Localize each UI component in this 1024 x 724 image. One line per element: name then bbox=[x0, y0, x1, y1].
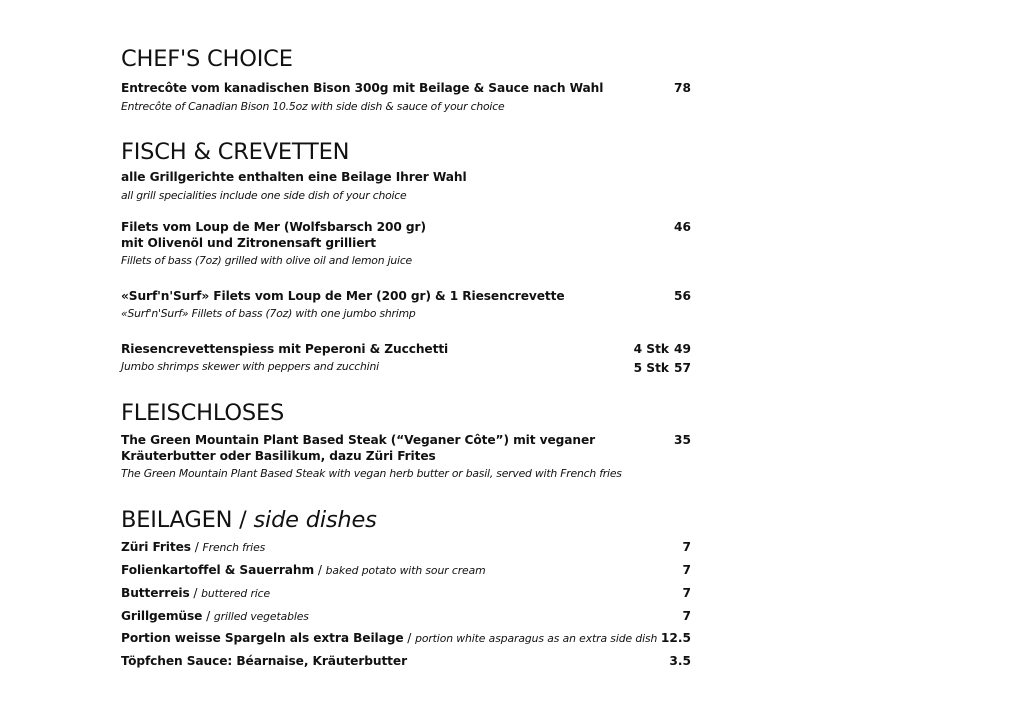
side-dish-name: Butterreis bbox=[121, 586, 190, 600]
item-price: 46 bbox=[674, 220, 691, 234]
item-english: «Surf'n'Surf» Fillets of bass (7oz) with one jumbo shrimp bbox=[121, 307, 416, 320]
side-dish-name: Folienkartoffel & Sauerrahm bbox=[121, 563, 315, 577]
item-english: Jumbo shrimps skewer with peppers and zucchini bbox=[121, 360, 379, 373]
side-dish-english: baked potato with sour cream bbox=[325, 564, 486, 577]
item-name: «Surf'n'Surf» Filets vom Loup de Mer (200 gr) & 1 Riesencrevette bbox=[121, 289, 565, 303]
item-option-qty: 4 Stk bbox=[633, 342, 669, 356]
section-heading bbox=[121, 509, 377, 532]
side-dish-price: 3.5 bbox=[669, 654, 691, 668]
section-note: alle Grillgerichte enthalten eine Beilage Ihrer Wahl bbox=[121, 170, 467, 184]
side-dish-row bbox=[121, 632, 657, 645]
side-dish-separator: / bbox=[314, 563, 326, 577]
side-dish-separator: / bbox=[403, 631, 416, 645]
side-dish-row bbox=[121, 541, 265, 554]
side-dish-price: 7 bbox=[682, 563, 691, 577]
side-dish-separator: / bbox=[190, 540, 203, 554]
item-name-line2: Kräuterbutter oder Basilikum, dazu Züri Frites bbox=[121, 449, 436, 463]
item-name-line1: The Green Mountain Plant Based Steak (“Veganer Côte”) mit veganer bbox=[121, 433, 596, 447]
side-dish-english: buttered rice bbox=[201, 587, 271, 600]
side-dish-separator: / bbox=[189, 586, 202, 600]
section-heading: CHEF'S CHOICE bbox=[121, 46, 293, 72]
item-name: Entrecôte vom kanadischen Bison 300g mit Beilage & Sauce nach Wahl bbox=[121, 81, 604, 95]
side-dish-row bbox=[121, 610, 309, 623]
side-dish-separator: / bbox=[202, 609, 214, 623]
item-option-price: 49 bbox=[674, 342, 691, 356]
side-dish-english: grilled vegetables bbox=[213, 610, 309, 623]
section-heading-main: BEILAGEN / bbox=[121, 507, 247, 533]
side-dish-row bbox=[121, 655, 407, 668]
item-name-line1: Filets vom Loup de Mer (Wolfsbarsch 200 gr) bbox=[121, 220, 426, 234]
side-dish-price: 12.5 bbox=[660, 631, 691, 645]
side-dish-name: Töpfchen Sauce: Béarnaise, Kräuterbutter bbox=[121, 654, 407, 668]
side-dish-row bbox=[121, 587, 270, 600]
section-note-english: all grill specialities include one side dish of your choice bbox=[121, 189, 407, 202]
side-dish-name: Grillgemüse bbox=[121, 609, 203, 623]
item-price: 35 bbox=[674, 433, 691, 447]
item-name: Riesencrevettenspiess mit Peperoni & Zucchetti bbox=[121, 342, 449, 356]
item-english: Entrecôte of Canadian Bison 10.5oz with side dish & sauce of your choice bbox=[121, 100, 505, 113]
side-dish-price: 7 bbox=[682, 609, 691, 623]
side-dish-name: Züri Frites bbox=[121, 540, 191, 554]
item-english: The Green Mountain Plant Based Steak with vegan herb butter or basil, served with French fries bbox=[121, 467, 622, 480]
side-dish-name: Portion weisse Spargeln als extra Beilage bbox=[121, 631, 404, 645]
side-dish-row bbox=[121, 564, 486, 577]
section-heading: FLEISCHLOSES bbox=[121, 400, 285, 426]
side-dish-english: French fries bbox=[202, 541, 266, 554]
section-heading: FISCH & CREVETTEN bbox=[121, 139, 350, 165]
item-option-price: 57 bbox=[674, 361, 691, 375]
menu-page bbox=[121, 0, 691, 724]
item-name-line2: mit Olivenöl und Zitronensaft grilliert bbox=[121, 236, 377, 250]
item-price: 56 bbox=[674, 289, 691, 303]
side-dish-english: portion white asparagus as an extra side dish bbox=[415, 632, 658, 645]
section-heading-sub: side dishes bbox=[253, 507, 377, 533]
side-dish-price: 7 bbox=[682, 540, 691, 554]
side-dish-price: 7 bbox=[682, 586, 691, 600]
item-price: 78 bbox=[674, 81, 691, 95]
item-english: Fillets of bass (7oz) grilled with olive oil and lemon juice bbox=[121, 254, 413, 267]
item-option-qty: 5 Stk bbox=[633, 361, 669, 375]
